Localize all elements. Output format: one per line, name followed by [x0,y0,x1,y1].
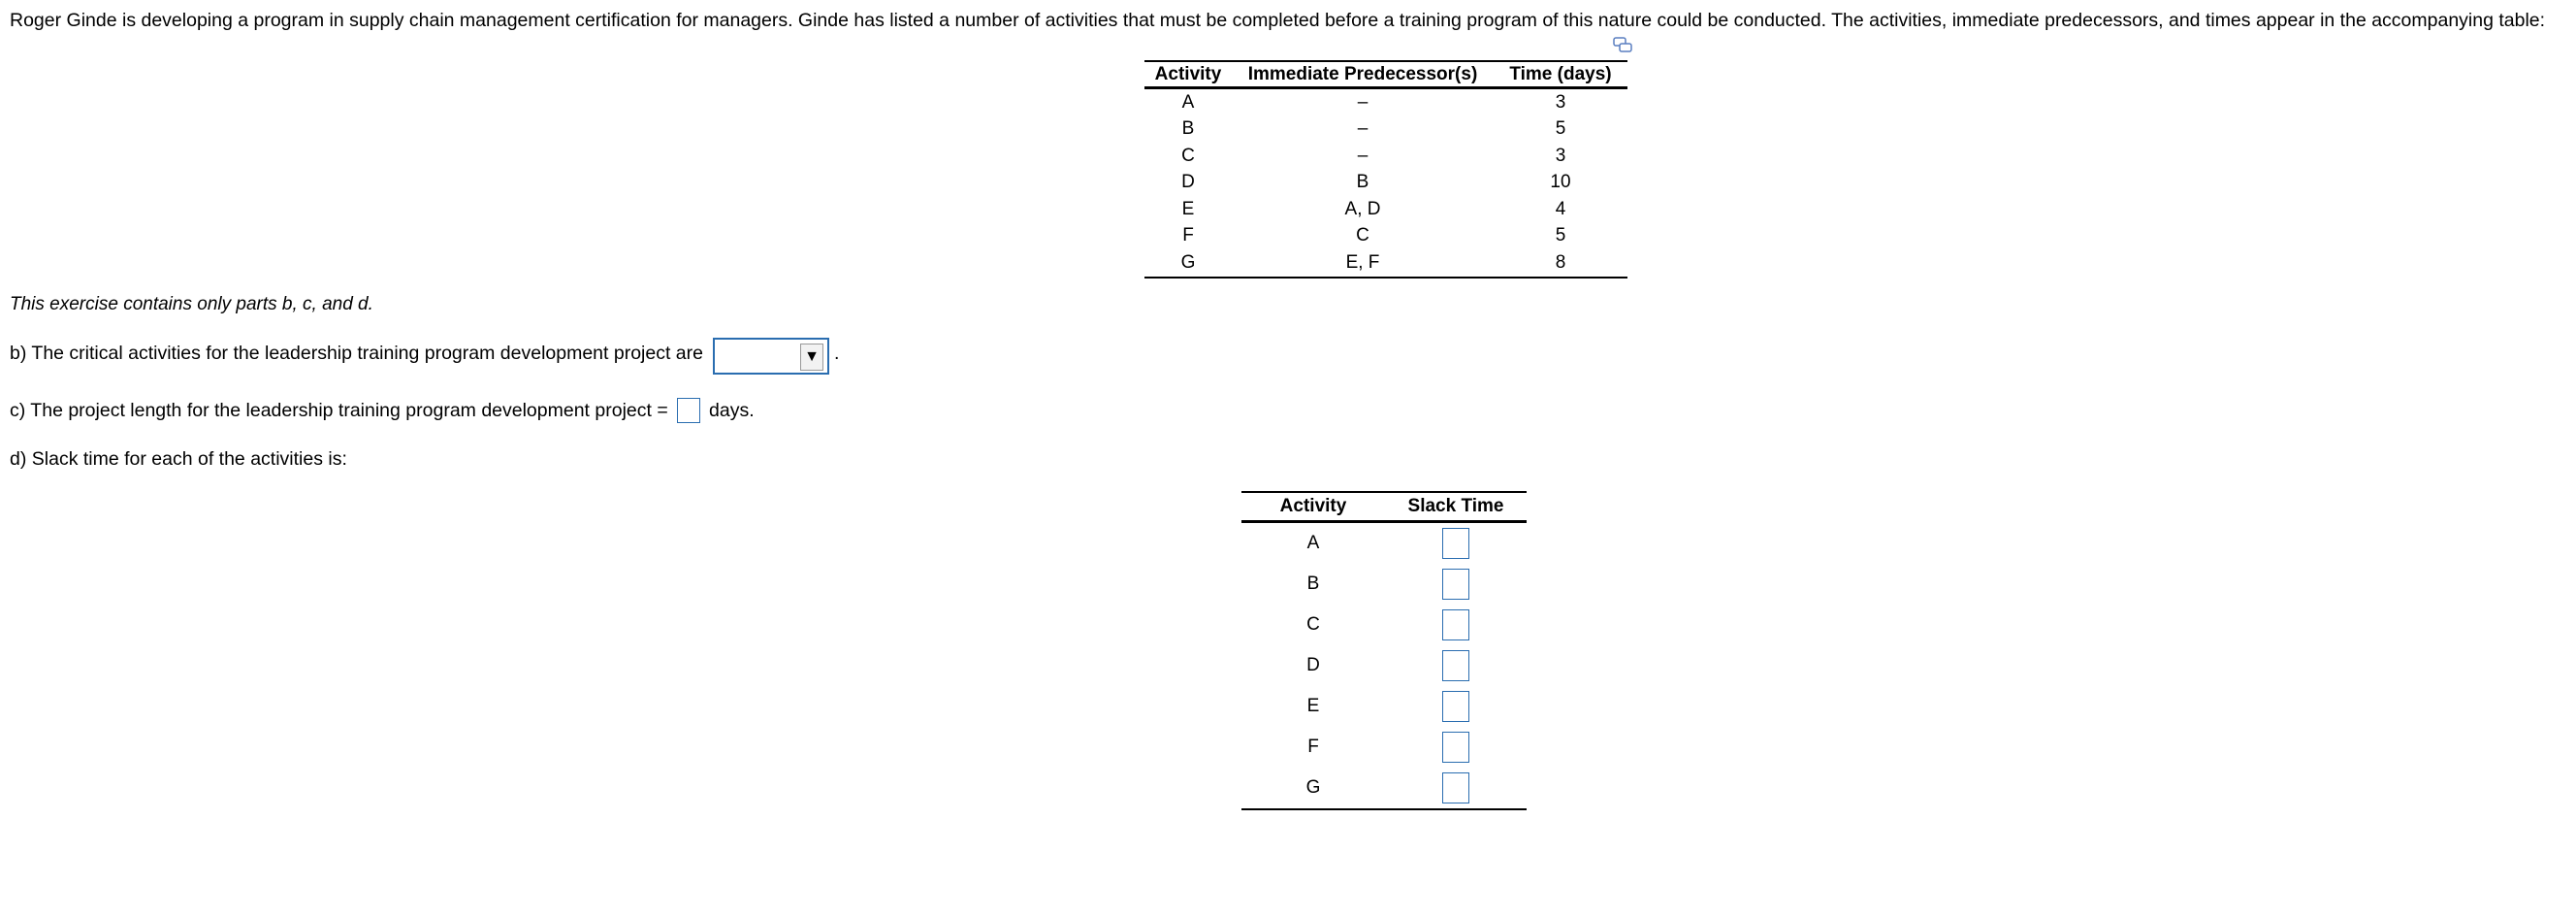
table-row [1144,170,1627,197]
predecessor-cell: A, D [1344,198,1381,219]
time-cell: 5 [1555,118,1566,140]
predecessor-cell: – [1357,118,1368,140]
table-row [1144,196,1627,223]
predecessor-cell: E, F [1345,251,1380,273]
header-activity: Activity [1144,61,1232,88]
project-length-input[interactable] [677,398,700,423]
days-label: days. [709,400,755,421]
slack-activity-cell: F [1307,737,1319,757]
header-slack-activity: Activity [1241,492,1385,522]
slack-activity-cell: E [1306,696,1320,716]
copy-table-icon[interactable] [1613,37,1632,52]
slack-activity-cell: D [1306,655,1320,675]
predecessor-cell: B [1356,172,1369,193]
table-row [1144,88,1627,116]
table-row [1241,686,1527,727]
header-predecessors: Immediate Predecessor(s) [1232,61,1494,88]
table-row [1241,645,1527,686]
activity-cell: A [1181,91,1195,113]
slack-input-e[interactable] [1442,691,1469,722]
slack-input-f[interactable] [1442,732,1469,763]
slack-activity-cell: A [1306,533,1320,553]
activity-cell: E [1181,198,1195,219]
table-row [1144,223,1627,250]
table-row [1144,249,1627,278]
activity-table [1144,60,1627,279]
table-row [1241,564,1527,605]
activity-cell: B [1181,118,1195,140]
header-slack-time: Slack Time [1385,492,1527,522]
question-d: d) Slack time for each of the activities is: [10,448,347,470]
predecessor-cell: C [1356,225,1369,246]
time-cell: 3 [1555,145,1566,166]
table-row [1241,727,1527,768]
slack-activity-cell: B [1306,574,1320,594]
slack-activity-cell: G [1305,777,1321,798]
exercise-note: This exercise contains only parts b, c, and d. [10,294,373,314]
question-c: c) The project length for the leadership training program development project = [10,400,668,421]
slack-input-a[interactable] [1442,528,1469,559]
time-cell: 4 [1555,198,1566,219]
time-cell: 10 [1550,172,1571,193]
slack-input-g[interactable] [1442,772,1469,803]
question-b: b) The critical activities for the leadership training program development project are [10,343,703,364]
slack-input-c[interactable] [1442,609,1469,640]
slack-input-b[interactable] [1442,569,1469,600]
time-cell: 8 [1555,251,1566,273]
header-time: Time (days) [1494,61,1627,88]
activity-cell: C [1181,145,1195,166]
predecessor-cell: – [1357,145,1368,166]
activity-cell: G [1180,251,1196,273]
table-row [1144,116,1627,144]
activity-cell: D [1181,172,1195,193]
table-row [1144,143,1627,170]
activity-cell: F [1182,225,1194,246]
table-row [1241,605,1527,645]
slack-table-header [1241,492,1527,522]
time-cell: 3 [1555,91,1566,113]
time-cell: 5 [1555,225,1566,246]
slack-activity-cell: C [1306,614,1320,635]
slack-input-d[interactable] [1442,650,1469,681]
activity-table-header [1144,61,1627,88]
slack-table [1241,491,1527,810]
predecessor-cell: – [1357,91,1368,113]
table-row [1241,522,1527,565]
problem-intro: Roger Ginde is developing a program in supply chain management certification for managers. Ginde has listed a number of activities that must be completed before a training program of this nature could be conducted. The activities, immediate predecessors, and times appear in the accompanying table: [10,10,2546,31]
table-row [1241,768,1527,809]
dropdown-arrow-icon[interactable]: ▼ [800,344,823,371]
question-b-period: . [834,343,840,364]
critical-activities-dropdown[interactable] [713,338,829,375]
